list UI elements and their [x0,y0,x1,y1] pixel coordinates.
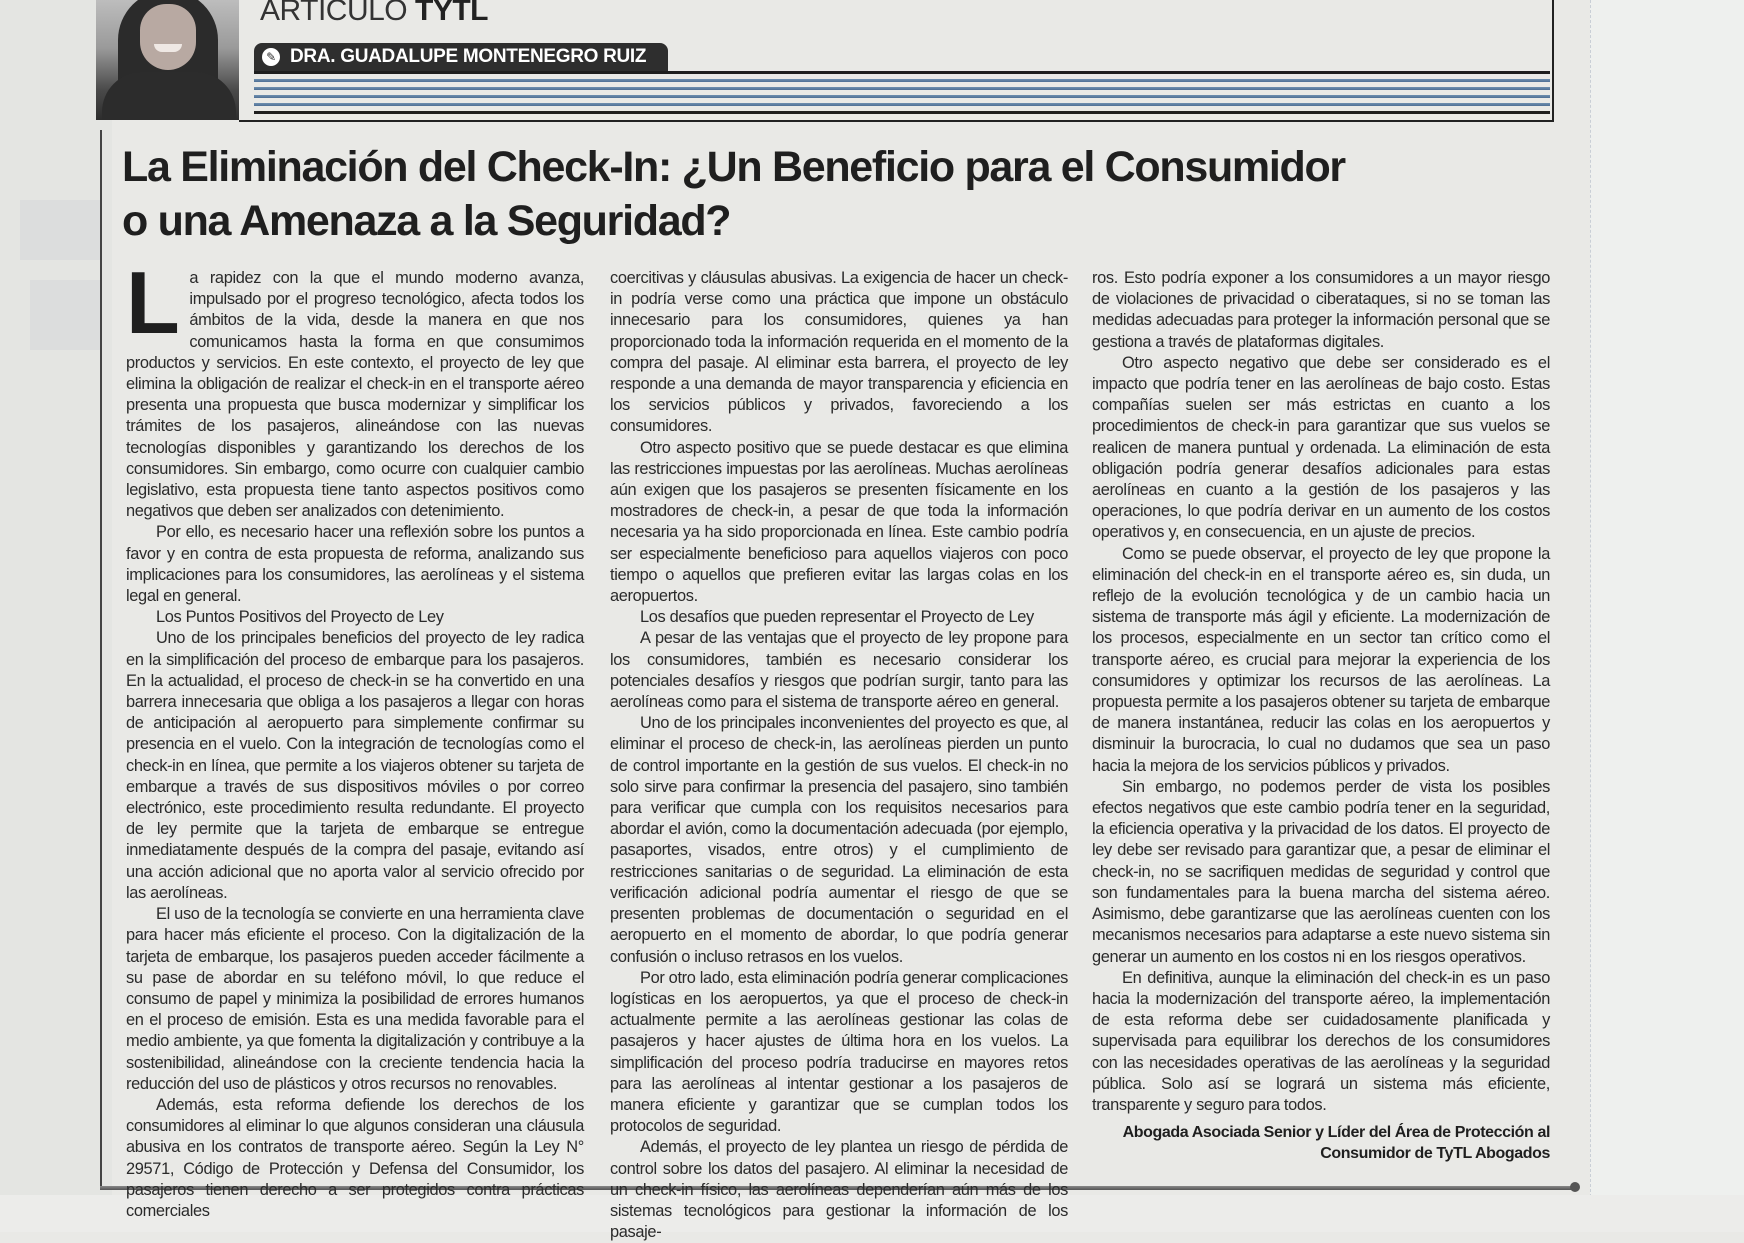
rule-divider [254,95,1550,98]
article-bottom-rule-cap [1570,1182,1580,1192]
author-byline [254,43,668,71]
paragraph: El uso de la tecnología se convierte en una herramienta clave para hacer más eficiente el proceso. Con la digitalización de la tarjeta de embarque, los pasajeros pueden acceder fácilmente a su pase de abordar en su teléfono móvil, lo que reduce el consumo de papel y minimiza la posibilidad de errores humanos en el proceso de emisión. Esta es una medida favorable para el medio ambiente, ya que fomenta la digitalización y contribuye a la sostenibilidad, alineándose con la creciente tendencia hacia la reducción del uso de plásticos y otros recursos no renovables. [126,905,584,1093]
paragraph: La rapidez con la que el mundo moderno avanza, impulsado por el progreso tecnológico, afecta todos los ámbitos de la vida, desde la manera en que nos comunicamos hasta la forma en que consumimos productos y servicios. En este contexto, el proyecto de ley que elimina la obligación de realizar el check-in en el transporte aéreo presenta una propuesta que busca modernizar y simplificar los trámites de los pasajeros, alineándose con las nuevas tecnologías disponibles y garantizando los derechos de los consumidores. Sin embargo, como ocurre con cualquier cambio legislativo, esta propuesta tiene tanto aspectos positivos como negativos que deben ser analizados con detenimiento. [126,253,584,521]
section-label-light: ARTICULO [260,0,408,27]
paragraph: Además, el proyecto de ley plantea un riesgo de pérdida de control sobre los datos del pasajero. Al eliminar la necesidad de un check-in físico, las aerolíneas dependerían aún más de los sistemas tecnológicos para gestionar la información de los pasaje- [610,1138,1068,1242]
signature-line-1: Abogada Asociada Senior y Líder del Área de Protección al [1122,1124,1550,1141]
pen-icon: ✎ [262,48,280,66]
paragraph: A pesar de las ventajas que el proyecto de ley propone para los consumidores, también es necesario considerar los potenciales desafíos y riesgos que podrían surgir, tanto para las aerolíneas como para el sistema de transporte aéreo en general. [610,629,1068,712]
header-decorative-rules [254,71,1550,119]
paragraph: Otro aspecto negativo que debe ser considerado es el impacto que podría tener en las aerolíneas de bajo costo. Estas compañías suelen ser más estrictas en cuanto a los procedimientos de check-in para garantizar que sus vuelos se realicen de manera puntual y ordenada. La eliminación de esta obligación podría generar desafíos adicionales para estas aerolíneas en cuanto a la gestión de los pasajeros y las operaciones, lo que podría derivar en un aumento de los costos operativos y, en consecuencia, en un ajuste de precios. [1092,353,1550,542]
rule-divider [254,103,1550,106]
header-border [239,120,1554,122]
signature-line-2: Consumidor de TyTL Abogados [1320,1145,1550,1162]
section-label [260,0,488,28]
title-line-2: o una Amenaza a la Seguridad? [122,197,731,245]
author-signature [1092,1122,1550,1164]
rule-divider [254,79,1550,82]
article-header [96,0,1580,122]
paragraph: Por otro lado, esta eliminación podría generar complicaciones logísticas en los aeropuertos, ya que el proceso de check-in actualmente permite a las aerolíneas gestionar las colas de pasajeros y hacer ajustes de última hora en los vuelos. La simplificación del proceso podría traducirse en mayores retos para las aerolíneas al intentar gestionar a los pasajeros de manera eficiente y garantizar que se cumplan todos los protocolos de seguridad. [610,968,1068,1136]
paragraph: coercitivas y cláusulas abusivas. La exigencia de hacer un check-in podría verse como una práctica que impone un obstáculo innecesario para los consumidores, quienes ya han proporcionado toda la información requerida en el momento de la compra del pasaje. Al eliminar esta barrera, el proyecto de ley responde a una demanda de mayor transparencia y eficiencia en los servicios públicos y privados, favoreciendo a los consumidores. [610,269,1068,436]
paragraph: Uno de los principales beneficios del proyecto de ley radica en la simplificación del proceso de embarque para los pasajeros. En la actualidad, el proceso de check-in se ha convertido en una barrera innecesaria que obliga a los pasajeros a llegar con horas de anticipación al aeropuerto para simplemente confirmar su presencia en el vuelo. Con la integración de tecnologías como el check-in en línea, que permite a los viajeros obtener su tarjeta de embarque a través de sus dispositivos móviles o por correo electrónico, este procedimiento resulta redundante. El proyecto de ley permite que la tarjeta de embarque se entregue inmediatamente después de la compra del pasaje, evitando así una acción adicional que no aporta valor al servicio ofrecido por las aerolíneas. [126,629,584,902]
section-label-bold: TYTL [415,0,488,27]
paragraph: Uno de los principales inconvenientes del proyecto es que, al eliminar el proceso de check-in, las aerolíneas pierden un punto de control importante en la gestión de sus vuelos. El check-in no solo sirve para confirmar la presencia del pasajero, sino también para verificar que cumpla con los requisitos necesarios para abordar el avión, como la documentación adecuada (por ejemplo, pasaportes, visados, entre otros) y el cumplimiento de restricciones sanitarias o de seguridad. La eliminación de esta verificación adicional podría aumentar el riesgo de que se presenten problemas de documentación o seguridad en el aeropuerto en el momento de abordar, lo que podría generar confusión o incluso retrasos en los vuelos. [610,714,1068,966]
paragraph: Sin embargo, no podemos perder de vista los posibles efectos negativos que este cambio podría tener en la seguridad, la eficiencia operativa y la privacidad de los datos. El proyecto de ley debe ser revisado para garantizar que, a pesar de eliminar el check-in, no se sacrifiquen medidas de seguridad y control que son fundamentales para la buena marcha del sistema aéreo. Asimismo, debe garantizarse que las aerolíneas cuenten con los mecanismos necesarios para adaptarse a este nuevo sistema sin generar un aumento en los costos ni en los riesgos operativos. [1092,777,1550,966]
drop-cap: L [126,253,180,352]
paragraph: En definitiva, aunque la eliminación del check-in es un paso hacia la modernización del transporte aéreo, la implementación de esta reforma debe ser cuidadosamente planificada y supervisada para equilibrar los derechos de los consumidores con las necesidades operativas de las aerolíneas y la seguridad pública. Solo así se logrará un sistema más eficiente, transparente y seguro para todos. [1092,968,1550,1114]
adjacent-page-bleed [30,280,100,350]
article-column-3 [1092,268,1550,1116]
paragraph: Por ello, es necesario hacer una reflexión sobre los puntos a favor y en contra de esta propuesta de reforma, analizando sus implicaciones para los consumidores, las aerolíneas y el sistema legal en general. [126,523,584,606]
paragraph: Otro aspecto positivo que se puede destacar es que elimina las restricciones impuestas por las aerolíneas. Muchas aerolíneas aún exigen que los pasajeros se presenten físicamente en los mostradores de check-in, a pesar de que toda la información necesaria ya ha sido proporcionada en línea. Este cambio podría ser especialmente beneficioso para aquellos viajeros con poco tiempo o aquellos que prefieren evitar las largas colas en los aeropuertos. [610,438,1068,606]
adjacent-page-margin [0,0,112,1232]
author-photo [96,0,239,120]
rule-divider [254,71,1550,74]
paragraph: ros. Esto podría exponer a los consumidores a un mayor riesgo de violaciones de privacidad o ciberataques, si no se toman las medidas adecuadas para proteger la información personal que se gestiona a través de plataformas digitales. [1092,269,1550,351]
adjacent-page-bleed [20,200,100,260]
subheading: Los desafíos que pueden representar el Proyecto de Ley [640,608,1034,627]
header-border [1552,0,1554,122]
rule-divider [254,87,1550,90]
subheading: Los Puntos Positivos del Proyecto de Ley [156,608,444,627]
article-title [122,140,1422,248]
paragraph: Además, esta reforma defiende los derechos de los consumidores al eliminar lo que algunos consideran una cláusula abusiva en los contratos de transporte aéreo. Según la Ley N° 29571, Código de Protección y Defensa del Consumidor, los pasajeros tienen derecho a ser protegidos contra prácticas comerciales [126,1095,584,1220]
author-name: DRA. GUADALUPE MONTENEGRO RUIZ [290,46,647,67]
article-column-2 [610,268,1068,1243]
adjacent-page-right [1590,0,1744,1232]
title-line-1: La Eliminación del Check-In: ¿Un Beneficio para el Consumidor [122,143,1345,191]
paragraph: Como se puede observar, el proyecto de ley que propone la eliminación del check-in en el transporte aéreo es, sin duda, un reflejo de la evolución tecnológica y de un cambio hacia un sistema de transporte más ágil y eficiente. La modernización de los procesos, especialmente en un sector tan crítico como el transporte aéreo, es crucial para mejorar la experiencia de los consumidores y optimizar los recursos de las aerolíneas. La propuesta permite a los pasajeros obtener su tarjeta de embarque de manera instantánea, reducir las colas en los aeropuertos y disminuir la burocracia, lo cual no dudamos que sea un paso hacia la mejora de los servicios públicos y privados. [1092,544,1550,775]
rule-divider [254,111,1550,114]
article-column-1 [126,253,584,1222]
